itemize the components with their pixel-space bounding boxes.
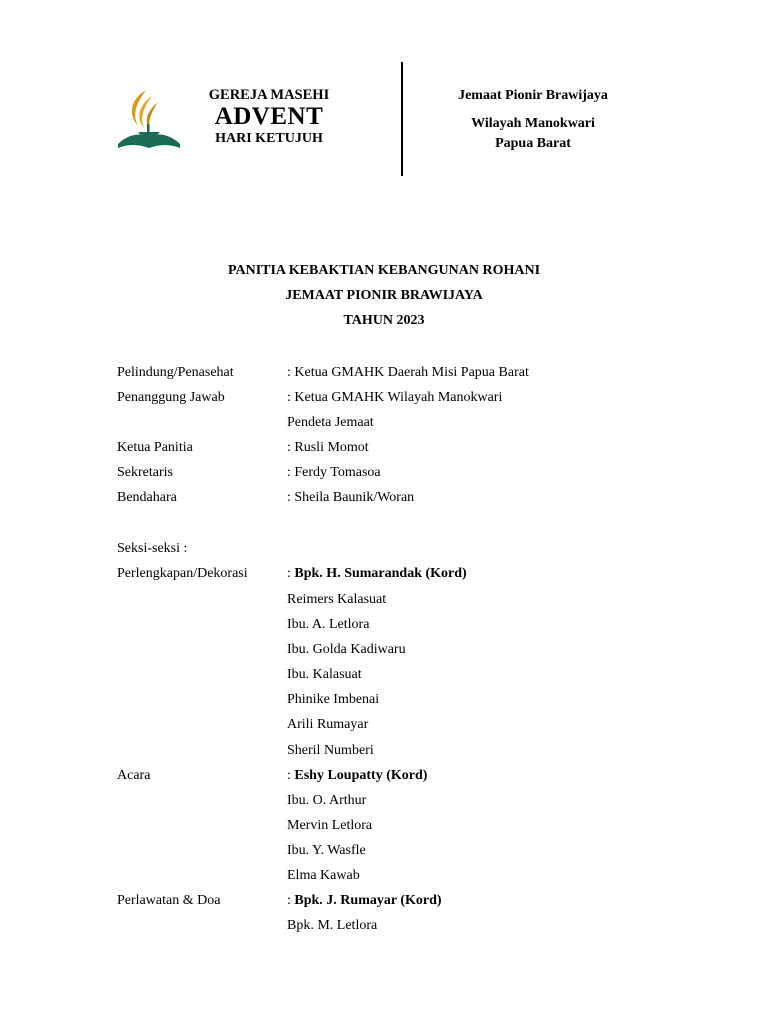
row-value-text: Ibu. O. Arthur [287,793,367,808]
title-line-1: PANITIA KEBAKTIAN KEBANGUNAN ROHANI [227,263,541,278]
row-value [287,716,368,734]
row-value-text: : Ketua GMAHK Daerah Misi Papua Barat [287,365,529,380]
row-value-text: Bpk. J. Rumayar (Kord) [294,893,442,908]
row-value [287,389,502,407]
adventist-logo-icon [116,86,182,150]
row-value [287,364,529,382]
church-region: Wilayah Manokwari [471,116,595,131]
row-value [287,464,381,482]
document-title [0,262,768,337]
church-province: Papua Barat [495,136,571,151]
organization-name [196,86,342,148]
row-value-text: Ibu. Golda Kadiwaru [287,642,406,657]
row-value [287,867,360,885]
row-value [287,691,379,709]
row-value [287,892,442,910]
row-value-text: : Sheila Baunik/Woran [287,490,415,505]
row-value-text: Bpk. H. Sumarandak (Kord) [294,566,467,581]
row-label: Pelindung/Penasehat [117,365,234,380]
row-value [287,666,362,684]
title-line-3: TAHUN 2023 [343,313,425,328]
row-colon: : [287,768,295,783]
row-value [287,842,366,860]
row-label: Sekretaris [117,465,173,480]
header-divider [401,62,403,176]
row-value-text: Sheril Numberi [287,743,374,758]
row-value-text: Ibu. Y. Wasfle [287,843,366,858]
row-value [287,641,406,659]
title-line-2: JEMAAT PIONIR BRAWIJAYA [285,288,483,303]
row-value-text: Pendeta Jemaat [287,415,374,430]
row-value [287,439,369,457]
row-colon: : [287,893,295,908]
row-value [287,591,386,609]
row-value [287,817,372,835]
row-label: Perlawatan & Doa [117,893,221,908]
row-colon: : [287,566,295,581]
row-value [287,489,414,507]
row-label: Bendahara [117,490,177,505]
row-value [287,792,366,810]
row-value-text: Phinike Imbenai [287,692,380,707]
org-line-3: HARI KETUJUH [215,131,323,146]
row-label: Perlengkapan/Dekorasi [117,566,248,581]
row-label: Ketua Panitia [117,440,193,455]
row-value-text: Ibu. Kalasuat [287,667,362,682]
org-line-1: GEREJA MASEHI [208,87,330,103]
row-value-text: Eshy Loupatty (Kord) [294,768,428,783]
row-value [287,742,374,760]
row-value [287,767,427,785]
row-value-text: Arili Rumayar [287,717,369,732]
row-label: Seksi-seksi : [117,541,188,556]
church-info [436,86,630,154]
row-label: Acara [117,768,151,783]
row-value [287,414,374,432]
row-value [287,565,467,583]
row-value-text: Elma Kawab [287,868,360,883]
row-value-text: Reimers Kalasuat [287,592,387,607]
row-value-text: : Ketua GMAHK Wilayah Manokwari [287,390,503,405]
church-name: Jemaat Pionir Brawijaya [458,88,608,103]
row-value-text: Ibu. A. Letlora [287,617,370,632]
row-value-text: Mervin Letlora [287,818,373,833]
org-line-2: ADVENT [214,103,324,130]
row-value [287,616,369,634]
row-value-text: : Ferdy Tomasoa [287,465,381,480]
row-value-text: Bpk. M. Letlora [287,918,378,933]
row-value [287,917,377,935]
row-value-text: : Rusli Momot [287,440,369,455]
row-label: Penanggung Jawab [117,390,225,405]
